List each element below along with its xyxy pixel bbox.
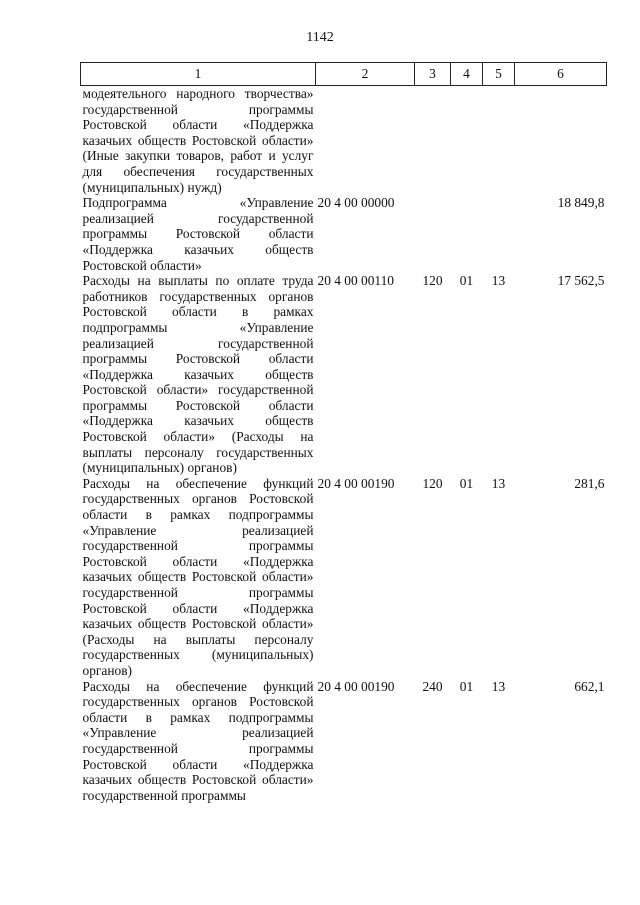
row-subsection: 13	[491, 678, 506, 694]
table-row	[81, 86, 607, 196]
row-subsection	[483, 86, 515, 196]
row-expense-type: 240	[422, 678, 443, 694]
row-expense-type	[415, 86, 451, 196]
page-number: 1142	[306, 30, 334, 45]
row-description: Подпрограмма «Управление реализацией государственной программы Ростовской области «Поддержка казачьих обществ Ростовской области»	[82, 195, 314, 273]
table-row	[81, 679, 607, 804]
column-header: 1	[81, 63, 316, 86]
row-amount: 18 849,8	[557, 195, 605, 211]
row-section	[451, 195, 483, 273]
row-expense-type: 120	[422, 475, 443, 491]
row-target-code: 20 4 00 00190	[317, 475, 395, 491]
row-section: 01	[459, 678, 474, 694]
column-header: 2	[316, 63, 415, 86]
row-target-code: 20 4 00 00000	[317, 195, 395, 211]
row-amount: 281,6	[574, 475, 605, 491]
row-section: 01	[459, 273, 474, 289]
row-subsection: 13	[491, 273, 506, 289]
column-header: 5	[483, 63, 515, 86]
budget-table	[80, 62, 607, 803]
table-row	[81, 273, 607, 476]
row-amount: 662,1	[574, 678, 605, 694]
row-amount: 17 562,5	[557, 273, 605, 289]
row-description: модеятельного народного творчества» государственной программы Ростовской области «Поддержка казачьих обществ Ростовской области» (Иные закупки товаров, работ и услуг для обеспечения государственных (муниципальных) нужд)	[82, 86, 314, 195]
column-header: 6	[515, 63, 607, 86]
row-expense-type: 120	[422, 273, 443, 289]
row-description: Расходы на выплаты по оплате труда работников государственных органов Ростовской области в рамках подпрограммы «Управление реализацией государственной программы Ростовской области «Поддержка казачьих обществ Ростовской области» государственной программы Ростовской области «Поддержка казачьих обществ Ростовской области» (Расходы на выплаты персоналу государственных (муниципальных) органов)	[82, 273, 314, 476]
row-subsection: 13	[491, 475, 506, 491]
row-target-code	[316, 86, 415, 196]
row-description: Расходы на обеспечение функций государственных органов Ростовской области в рамках подпрограммы «Управление реализацией государственной программы Ростовской области «Поддержка казачьих обществ Ростовской области» государственной программы	[82, 678, 314, 803]
row-section	[451, 86, 483, 196]
column-header: 4	[451, 63, 483, 86]
column-header: 3	[415, 63, 451, 86]
row-subsection	[483, 195, 515, 273]
row-expense-type	[415, 195, 451, 273]
row-section: 01	[459, 475, 474, 491]
row-amount	[515, 86, 607, 196]
row-target-code: 20 4 00 00190	[317, 678, 395, 694]
table-row	[81, 195, 607, 273]
table-header-row	[81, 63, 607, 86]
row-description: Расходы на обеспечение функций государственных органов Ростовской области в рамках подпрограммы «Управление реализацией государственной программы Ростовской области «Поддержка казачьих обществ Ростовской области» государственной программы Ростовской области «Поддержка казачьих обществ Ростовской области» (Расходы на выплаты персоналу государственных (муниципальных) органов)	[82, 475, 314, 678]
table-row	[81, 476, 607, 679]
row-target-code: 20 4 00 00110	[317, 273, 394, 289]
